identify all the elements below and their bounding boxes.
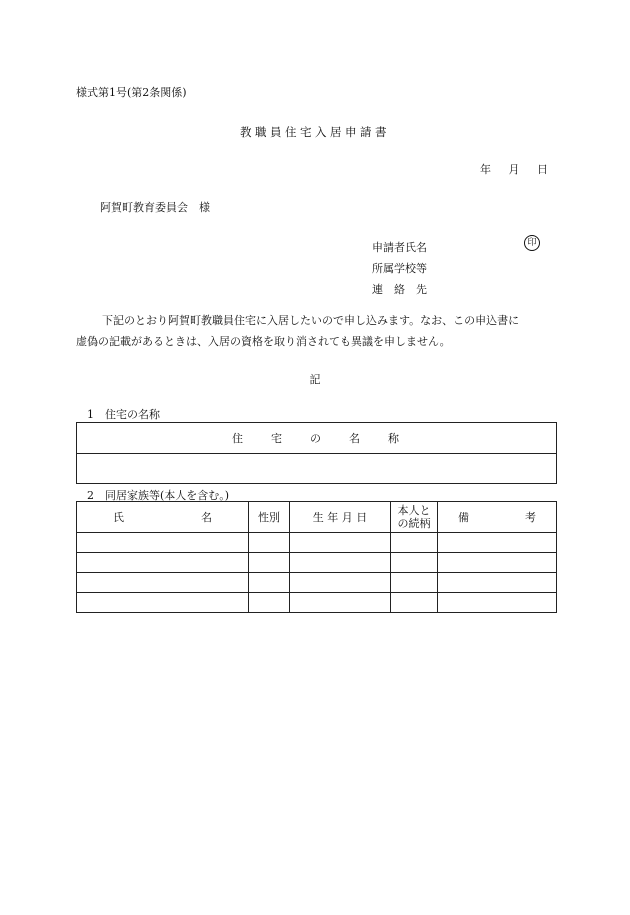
housing-name-field[interactable] xyxy=(77,454,557,484)
addressee: 阿賀町教育委員会 様 xyxy=(100,201,210,214)
applicant-block xyxy=(372,237,427,300)
col-name-b: 名 xyxy=(201,510,212,524)
table-row xyxy=(77,533,557,553)
cell-sex[interactable] xyxy=(249,553,290,573)
cell-note[interactable] xyxy=(438,553,557,573)
declaration-line-1: 下記のとおり阿賀町教職員住宅に入居したいので申し込みます。なお、この申込書に xyxy=(102,314,520,327)
col-sex: 性別 xyxy=(249,502,290,533)
cell-note[interactable] xyxy=(438,573,557,593)
table-row xyxy=(77,573,557,593)
declaration-text xyxy=(76,310,556,352)
declaration-line-2: 虚偽の記載があるときは、入居の資格を取り消されても異議を申しません。 xyxy=(76,335,451,348)
col-note xyxy=(438,502,557,533)
cell-dob[interactable] xyxy=(290,533,391,553)
cell-relation[interactable] xyxy=(391,553,438,573)
cell-relation[interactable] xyxy=(391,533,438,553)
table-row xyxy=(77,553,557,573)
housing-name-table xyxy=(76,422,557,484)
seal-mark: 印 xyxy=(524,235,540,251)
cell-sex[interactable] xyxy=(249,533,290,553)
form-number: 様式第1号(第2条関係) xyxy=(76,86,187,99)
date-year: 年 xyxy=(480,163,491,176)
col-name-a: 氏 xyxy=(113,510,124,524)
cell-sex[interactable] xyxy=(249,593,290,613)
cell-dob[interactable] xyxy=(290,593,391,613)
family-table xyxy=(76,501,557,613)
housing-name-header: 住 宅 の 名 称 xyxy=(77,423,557,454)
section-2-heading: 2 同居家族等(本人を含む。) xyxy=(87,489,230,502)
document-title: 教職員住宅入居申請書 xyxy=(240,125,390,139)
cell-name[interactable] xyxy=(77,553,249,573)
applicant-name-label: 申請者氏名 xyxy=(372,241,427,254)
cell-note[interactable] xyxy=(438,593,557,613)
cell-sex[interactable] xyxy=(249,573,290,593)
date-line xyxy=(480,161,548,177)
cell-name[interactable] xyxy=(77,573,249,593)
col-relation xyxy=(391,502,438,533)
col-name xyxy=(77,502,249,533)
date-month: 月 xyxy=(508,163,520,176)
cell-name[interactable] xyxy=(77,593,249,613)
cell-dob[interactable] xyxy=(290,573,391,593)
family-table-header xyxy=(77,502,557,533)
cell-relation[interactable] xyxy=(391,593,438,613)
col-dob: 生 年 月 日 xyxy=(290,502,391,533)
cell-note[interactable] xyxy=(438,533,557,553)
ki-heading: 記 xyxy=(309,373,321,386)
date-day: 日 xyxy=(537,163,548,176)
cell-name[interactable] xyxy=(77,533,249,553)
col-note-a: 備 xyxy=(458,510,469,524)
applicant-contact-label: 連 絡 先 xyxy=(372,283,427,296)
col-relation-label: 本人との続柄 xyxy=(397,504,431,530)
table-row xyxy=(77,593,557,613)
section-1-heading: 1 住宅の名称 xyxy=(87,408,160,421)
cell-dob[interactable] xyxy=(290,553,391,573)
applicant-school-label: 所属学校等 xyxy=(372,262,427,275)
cell-relation[interactable] xyxy=(391,573,438,593)
col-note-b: 考 xyxy=(525,510,536,524)
